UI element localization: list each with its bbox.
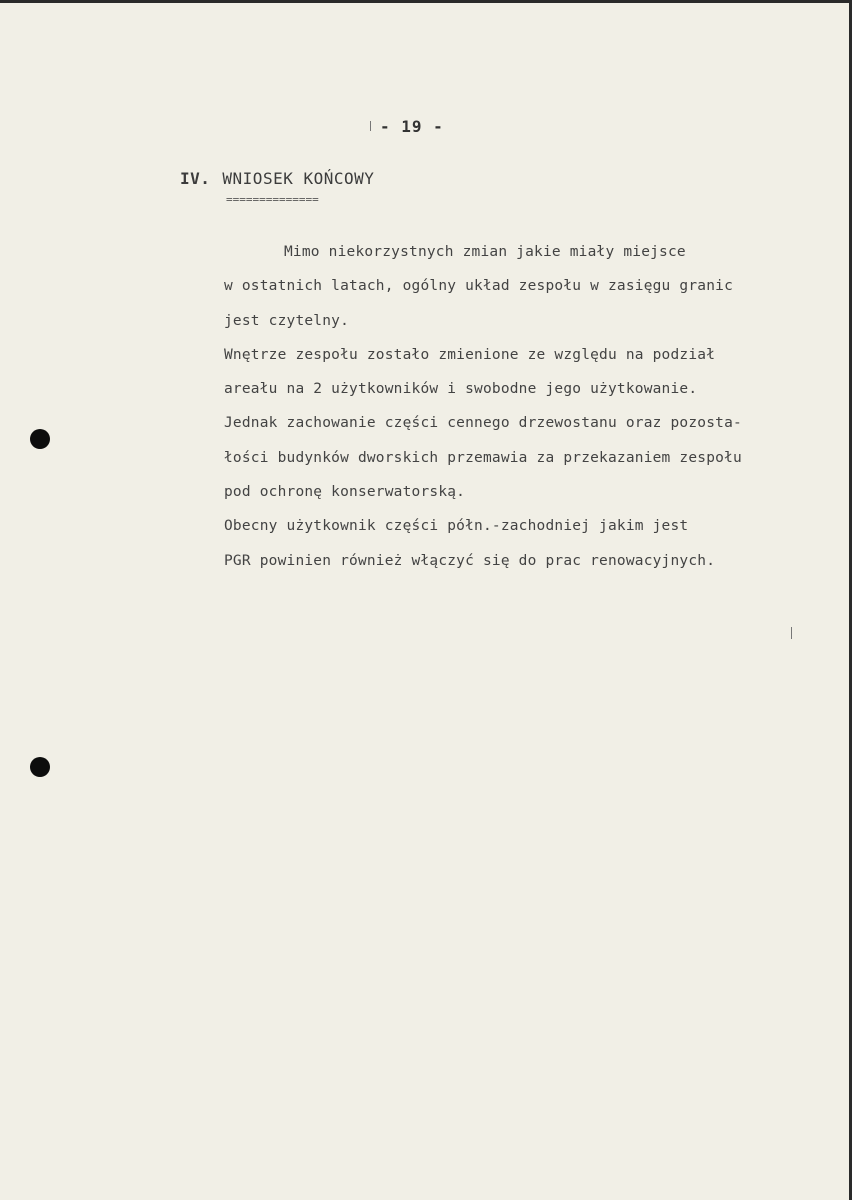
section-heading [180, 169, 374, 188]
text-line: PGR powinien również włączyć się do prac renowacyjnych. [224, 552, 716, 569]
text-line: Jednak zachowanie części cennego drzewostanu oraz pozosta- [224, 415, 742, 432]
punch-hole-bottom [30, 757, 50, 777]
text-line: łości budynków dworskich przemawia za przekazaniem zespołu [224, 449, 742, 466]
text-line: Wnętrze zespołu zostało zmienione ze względu na podział [224, 346, 716, 363]
text-line: pod ochronę konserwatorską. [224, 484, 466, 501]
paragraph-1 [224, 235, 824, 338]
stray-mark [370, 121, 371, 131]
punch-hole-top [30, 429, 50, 449]
page-number: - 19 - [380, 117, 444, 136]
body-text [224, 235, 824, 578]
text-line: Obecny użytkownik części półn.-zachodniej jakim jest [224, 518, 689, 535]
section-number: IV. [180, 169, 211, 188]
stray-mark [791, 627, 792, 639]
heading-underline: ============== [226, 193, 319, 206]
text-line: areału na 2 użytkowników i swobodne jego użytkowanie. [224, 381, 698, 398]
paragraph-3 [224, 509, 824, 578]
section-title: WNIOSEK KOŃCOWY [222, 169, 375, 188]
text-line: jest czytelny. [224, 312, 350, 329]
text-line: w ostatnich latach, ogólny układ zespołu w zasięgu granic [224, 278, 733, 295]
paragraph-2 [224, 338, 824, 509]
text-line: Mimo niekorzystnych zmian jakie miały miejsce [284, 244, 686, 260]
